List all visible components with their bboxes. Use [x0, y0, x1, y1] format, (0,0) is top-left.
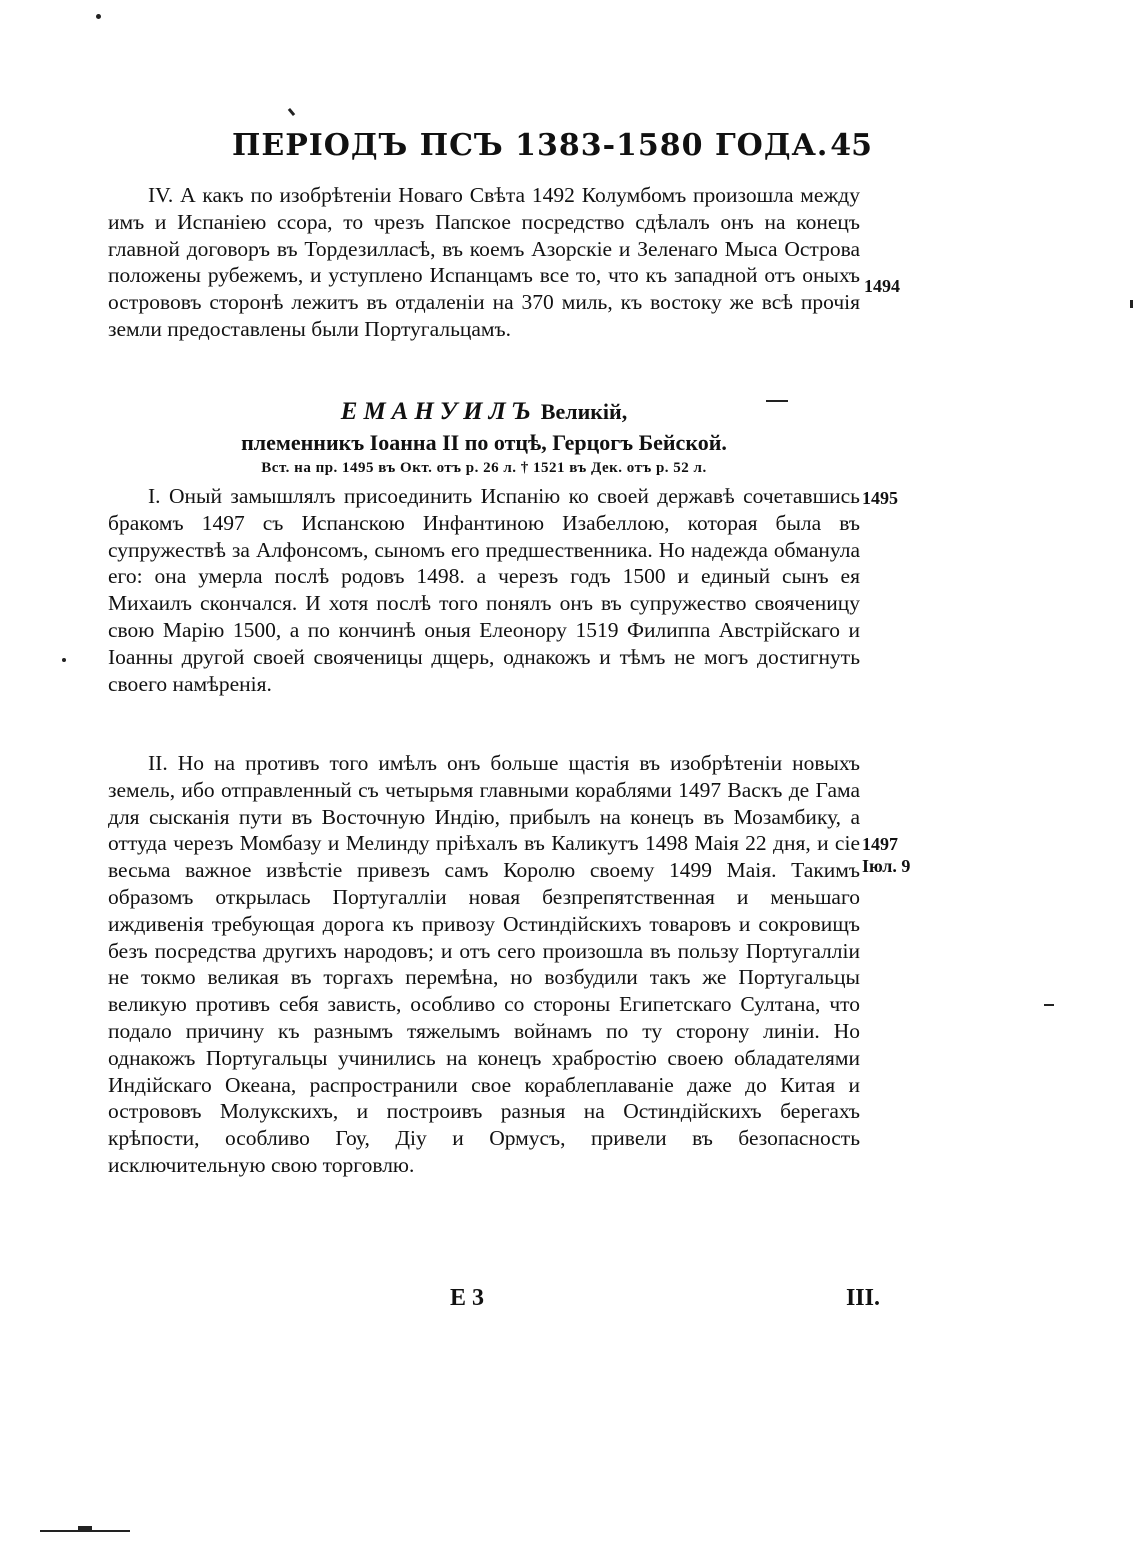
paragraph-text: I. Оный замышлялъ присоединить Испанiю ко своей державѣ сочетавшись бракомъ 1497 съ Испанскою Инфантиною Изабеллою, которая была въ супружествѣ за Алфонсомъ, сыномъ его предшественника. Но надежда обманула его: она умерла послѣ родовъ 1498. а черезъ годъ 1500 и единый сынъ ея Михаилъ скончался. И хотя послѣ того понялъ онъ въ супружество свояченицу свою Марiю 1500, а по кончинѣ оныя Елеонору 1519 Филиппа Австрiйскаго и Iоанны другой своей свояченицы дщерь, однакожъ и тѣмъ не могъ достигнуть своего намѣренiя. — [108, 484, 860, 696]
ruler-epithet: Великiй, — [540, 399, 628, 424]
scan-speck — [96, 14, 101, 19]
scan-speck — [766, 400, 788, 402]
running-header — [232, 128, 872, 176]
paragraph-i — [108, 483, 860, 697]
page-footer — [108, 1285, 880, 1317]
running-title: ПЕРIОДЪ ПСЪ 1383-1580 ГОДА. — [232, 128, 829, 163]
paragraph-text: II. Но на противъ того имѣлъ онъ больше щастiя въ изобрѣтенiи новыхъ земель, ибо отправленный съ четырьмя главными кораблями 1497 Васкъ де Гама для сысканiя пути въ Восточную Индiю, прибылъ на конецъ въ Мозамбику, а оттуда черезъ Момбазу и Мелинду прiѣхалъ въ Каликутъ 1498 Маiя 22 дня, и сiе весьма важное извѣстiе привезъ самъ Королю своему 1499 Маiя. Такимъ образомъ открылась Португаллiи новая безпрепятственная и меньшаго иждивенiя требующая дорога къ привозу Остиндiйскихъ товаровъ и сокровищъ безъ посредства другихъ народовъ; и отъ сего произошла въ пользу Португаллiи не токмо великая въ торгахъ перемѣна, но возбудили такъ же Португальцы великую противъ себя зависть, особливо со стороны Египетскаго Султана, что подало причину къ разнымъ тяжелымъ войнамъ по ту сторону линiи. Но однакожъ Португальцы учинились на конецъ храбростiю своею обладателями Индiйскаго Океана, распространили свое кораблеплаванiе даже до Китая и острововъ Молукскихъ, и построивъ разныя на Остиндiйскихъ берегахъ крѣпости, особливо Гоу, Дiу и Ормусъ, привели въ безопасность исключительную свою торговлю. — [108, 751, 860, 1177]
ruler-relation: племенникъ Iоанна II по отцѣ, Герцогъ Бейской. — [241, 430, 727, 455]
catchword: III. — [845, 1285, 880, 1311]
scan-speck — [288, 108, 295, 116]
margin-note-date: Iюл. 9 — [862, 856, 911, 876]
margin-note-year: 1497 — [862, 834, 898, 854]
ruler-heading — [108, 398, 860, 426]
signature-mark: E 3 — [450, 1285, 485, 1311]
page-number: 45 — [830, 128, 872, 163]
scan-speck — [78, 1526, 92, 1530]
margin-note-year: 1494 — [864, 276, 900, 296]
margin-note-year: 1495 — [862, 488, 898, 508]
scan-speck — [40, 1530, 130, 1532]
paragraph-text: IV. А какъ по изобрѣтенiи Новаго Свѣта 1492 Колумбомъ произошла между имъ и Испанiею ссора, то чрезъ Папское посредство сдѣлалъ онъ на конецъ главной договоръ въ Тордезилласѣ, въ коемъ Азорскiе и Зеленаго Мыса Острова положены рубежемъ, и уступлено Испанцамъ все то, что къ западной отъ оныхъ острововъ сторонѣ лежитъ въ отдаленiи на 370 миль, къ востоку же всѣ прочiя земли предоставлены были Португальцамъ. — [108, 183, 860, 341]
paragraph-iv — [108, 182, 860, 343]
scan-speck — [1044, 1004, 1054, 1006]
paragraph-ii — [108, 750, 860, 1179]
ruler-name: ЕМАНУИЛЪ — [340, 398, 537, 425]
scan-speck — [62, 658, 66, 662]
scan-speck — [1130, 300, 1133, 308]
ruler-dates: Вст. на пр. 1495 въ Окт. отъ р. 26 л. † 1521 въ Дек. отъ р. 52 л. — [261, 460, 707, 476]
